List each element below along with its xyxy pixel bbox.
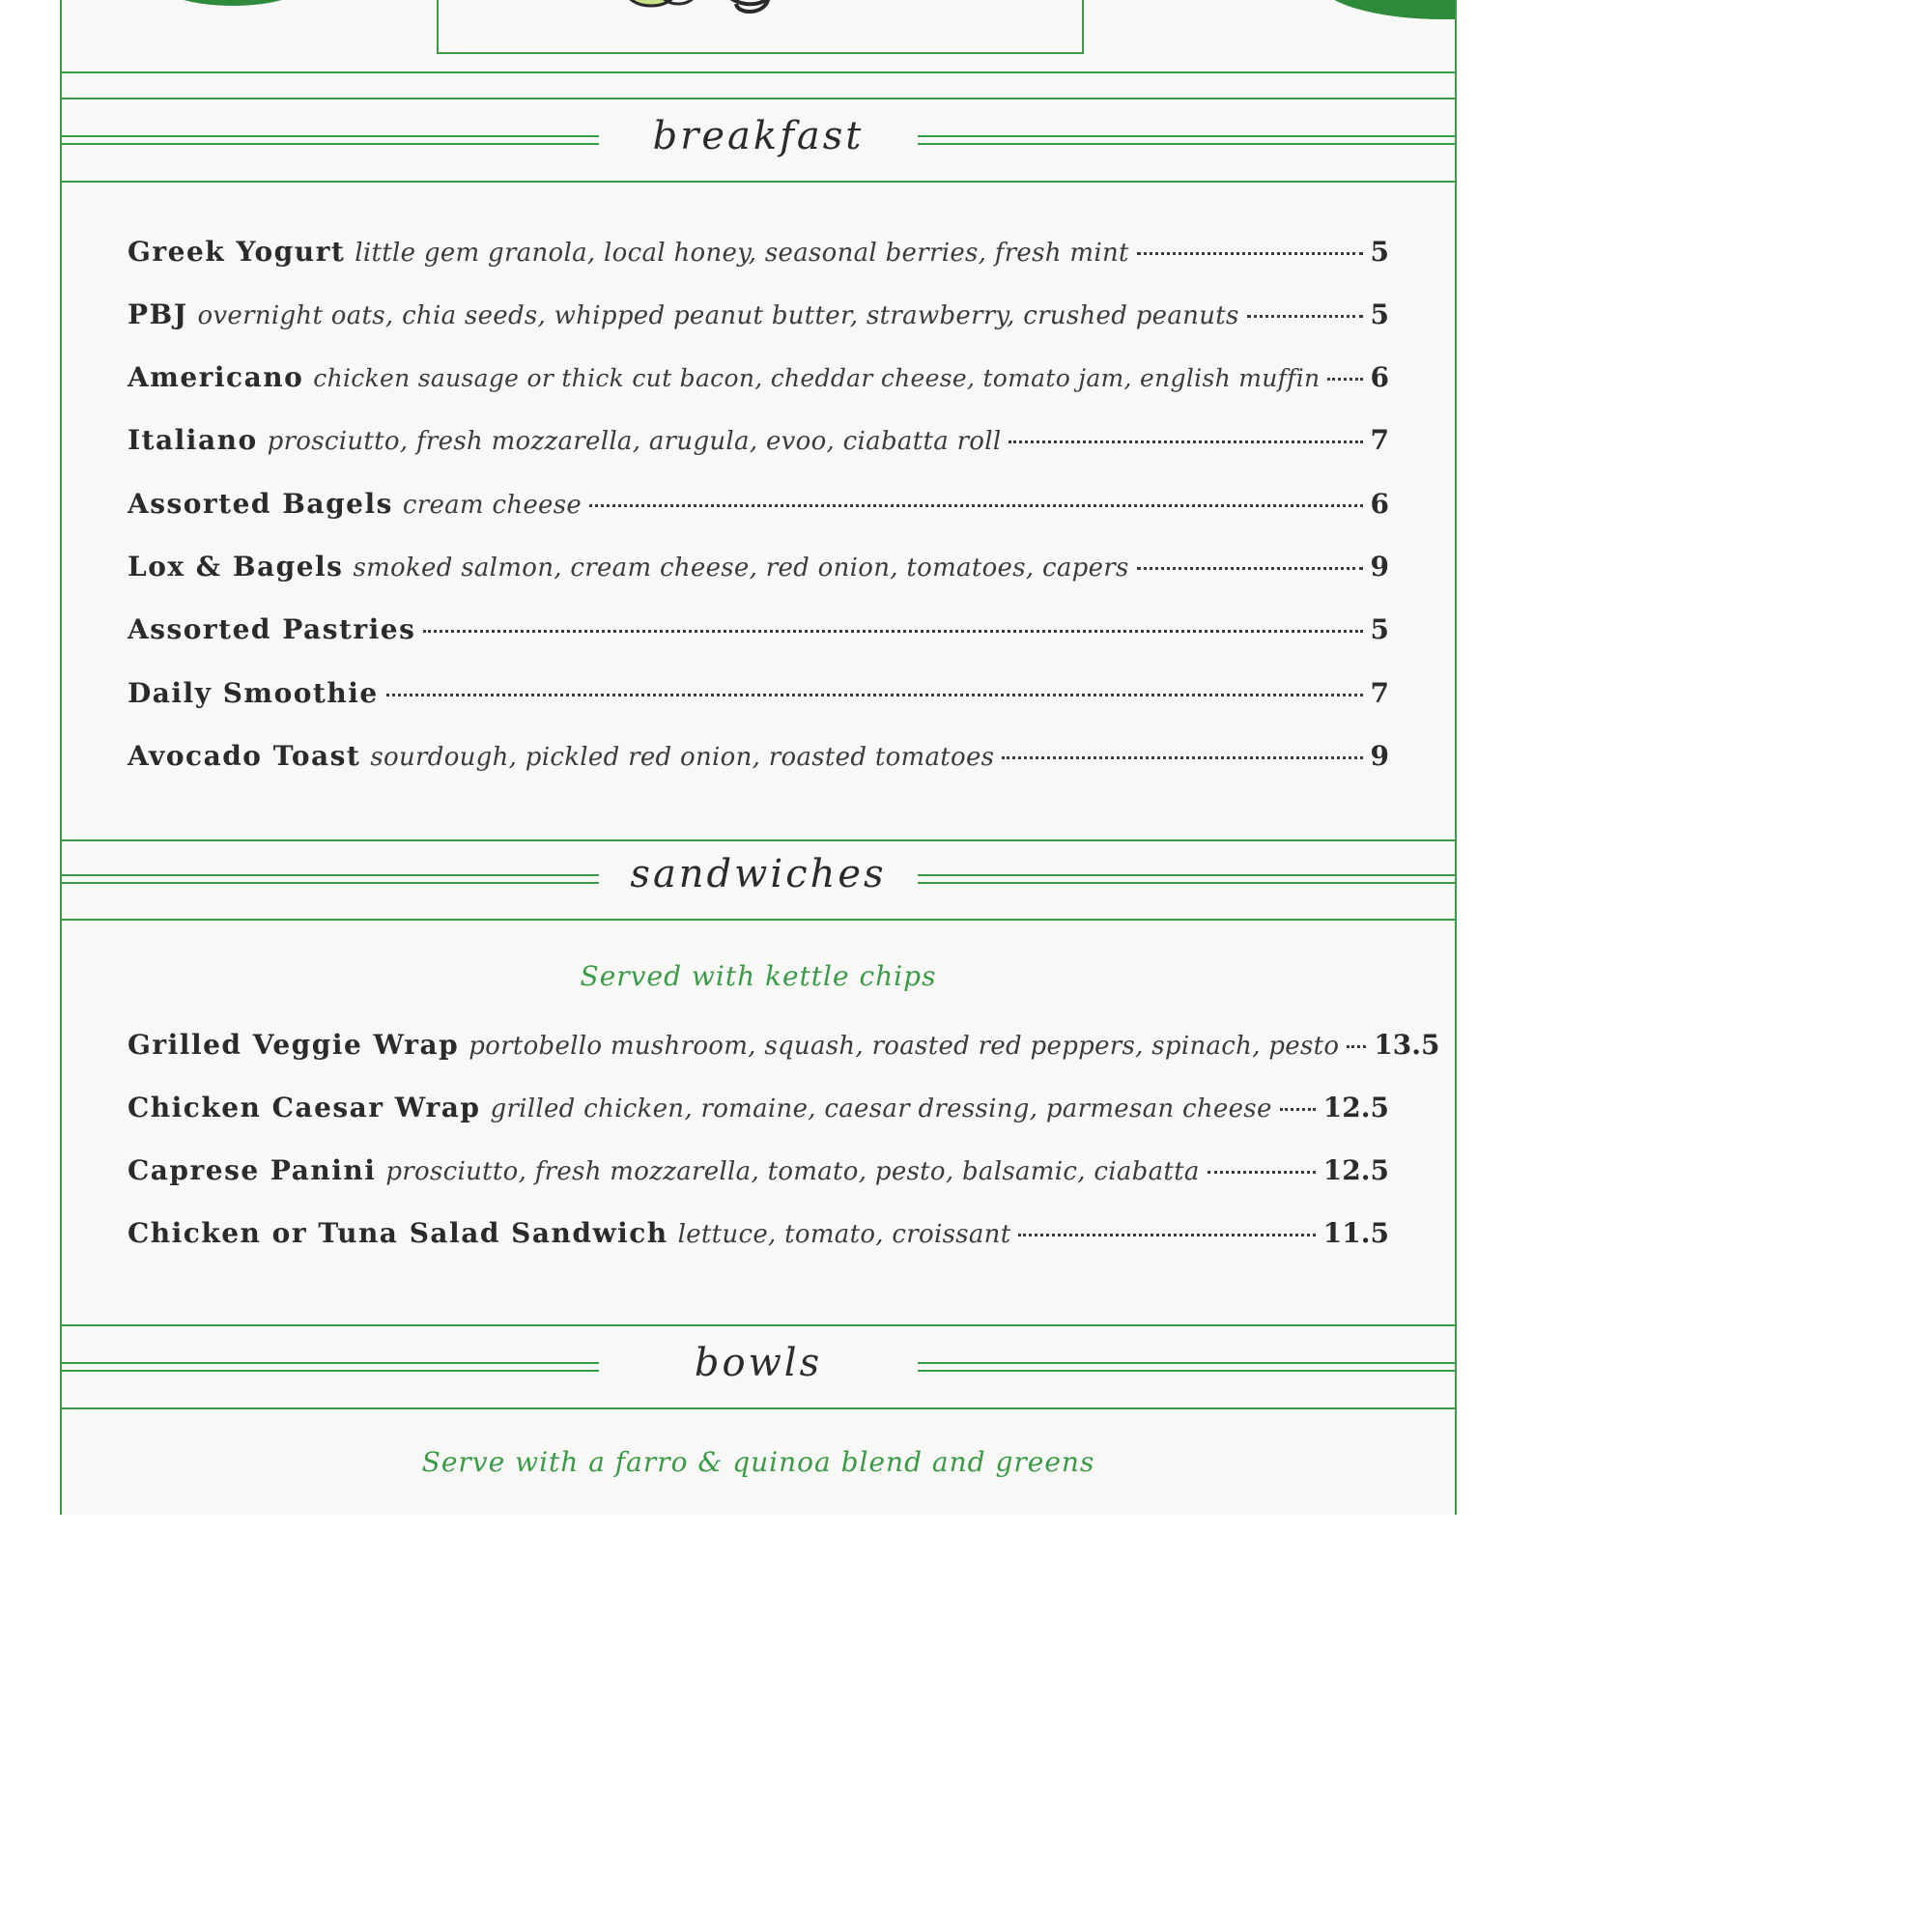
menu-item — [128, 1217, 1389, 1256]
logo-frame — [437, 0, 1084, 54]
item-name: Grilled Veggie Wrap — [128, 1029, 460, 1061]
divider — [62, 71, 1455, 73]
menu-item — [128, 677, 1389, 716]
logo-leaf-right — [1318, 0, 1457, 19]
section-title: breakfast — [652, 114, 865, 158]
dot-leader — [1247, 315, 1363, 318]
dot-leader — [589, 504, 1362, 507]
item-name: Avocado Toast — [128, 740, 361, 772]
dot-leader — [423, 630, 1362, 633]
item-description: prosciutto, fresh mozzarella, arugula, evoo, ciabatta roll — [267, 427, 1002, 456]
dot-leader — [1018, 1234, 1315, 1236]
item-price: 9 — [1370, 740, 1389, 772]
menu-item — [128, 298, 1389, 337]
menu-page — [60, 0, 1457, 1515]
item-name: Caprese Panini — [128, 1154, 377, 1186]
menu-item — [128, 1092, 1389, 1130]
section-header-sandwiches — [62, 840, 1455, 918]
item-price: 9 — [1370, 551, 1389, 582]
item-price: 7 — [1370, 424, 1389, 456]
dot-leader — [1347, 1045, 1366, 1048]
item-price: 12.5 — [1322, 1154, 1389, 1186]
menu-item — [128, 236, 1389, 274]
dot-leader — [1280, 1108, 1316, 1111]
item-description: little gem granola, local honey, seasonal berries, fresh mint — [355, 239, 1129, 268]
menu-item — [128, 551, 1389, 589]
item-description: portobello mushroom, squash, roasted red peppers, spinach, pesto — [469, 1032, 1340, 1061]
dot-leader — [1208, 1171, 1316, 1174]
section-title: sandwiches — [630, 852, 887, 896]
item-description: lettuce, tomato, croissant — [677, 1220, 1011, 1249]
item-description: grilled chicken, romaine, caesar dressing, parmesan cheese — [490, 1094, 1272, 1123]
item-description: cream cheese — [402, 491, 582, 520]
menu-item — [128, 1029, 1440, 1067]
item-name: Chicken or Tuna Salad Sandwich — [128, 1217, 668, 1249]
dot-leader — [1137, 567, 1363, 570]
divider — [62, 181, 1455, 183]
menu-item — [128, 424, 1389, 463]
item-description: overnight oats, chia seeds, whipped peanut butter, strawberry, crushed peanuts — [197, 301, 1239, 330]
section-header-bowls — [62, 1327, 1455, 1405]
dot-leader — [1327, 378, 1362, 381]
dot-leader — [1009, 440, 1362, 443]
logo-mark-icon — [622, 0, 699, 12]
item-description: sourdough, pickled red onion, roasted tomatoes — [370, 743, 995, 772]
menu-item — [128, 740, 1389, 779]
dot-leader — [386, 694, 1363, 696]
logo-lettering — [709, 0, 825, 19]
item-description: chicken sausage or thick cut bacon, cheddar cheese, tomato jam, english muffin — [313, 364, 1321, 392]
item-price: 12.5 — [1322, 1092, 1389, 1123]
divider — [62, 98, 1455, 99]
item-price: 5 — [1370, 236, 1389, 268]
section-header-breakfast — [62, 100, 1455, 178]
item-price: 11.5 — [1322, 1217, 1389, 1249]
menu-item — [128, 1154, 1389, 1193]
item-price: 5 — [1370, 613, 1389, 645]
item-price: 6 — [1370, 488, 1389, 520]
item-name: Daily Smoothie — [128, 677, 379, 709]
menu-item — [128, 613, 1389, 652]
item-price: 6 — [1370, 361, 1389, 393]
menu-item — [128, 488, 1389, 526]
item-name: Assorted Bagels — [128, 488, 393, 520]
item-description: smoked salmon, cream cheese, red onion, tomatoes, capers — [353, 554, 1129, 582]
item-price: 7 — [1370, 677, 1389, 709]
item-name: Americano — [128, 361, 304, 393]
logo-leaf-left — [160, 0, 305, 6]
item-name: PBJ — [128, 298, 188, 330]
item-description: prosciutto, fresh mozzarella, tomato, pesto, balsamic, ciabatta — [385, 1157, 1200, 1186]
item-price: 5 — [1370, 298, 1389, 330]
dot-leader — [1002, 756, 1362, 759]
section-title: bowls — [694, 1341, 823, 1385]
divider — [62, 1324, 1455, 1326]
item-name: Greek Yogurt — [128, 236, 346, 268]
divider — [62, 919, 1455, 921]
dot-leader — [1137, 252, 1363, 255]
menu-item — [128, 361, 1389, 400]
item-name: Assorted Pastries — [128, 613, 416, 645]
section-note: Serve with a farro & quinoa blend and greens — [421, 1446, 1095, 1478]
item-name: Italiano — [128, 424, 258, 456]
item-price: 13.5 — [1374, 1029, 1440, 1061]
item-name: Chicken Caesar Wrap — [128, 1092, 481, 1123]
item-name: Lox & Bagels — [128, 551, 344, 582]
divider — [62, 1407, 1455, 1409]
section-note: Served with kettle chips — [580, 960, 937, 992]
